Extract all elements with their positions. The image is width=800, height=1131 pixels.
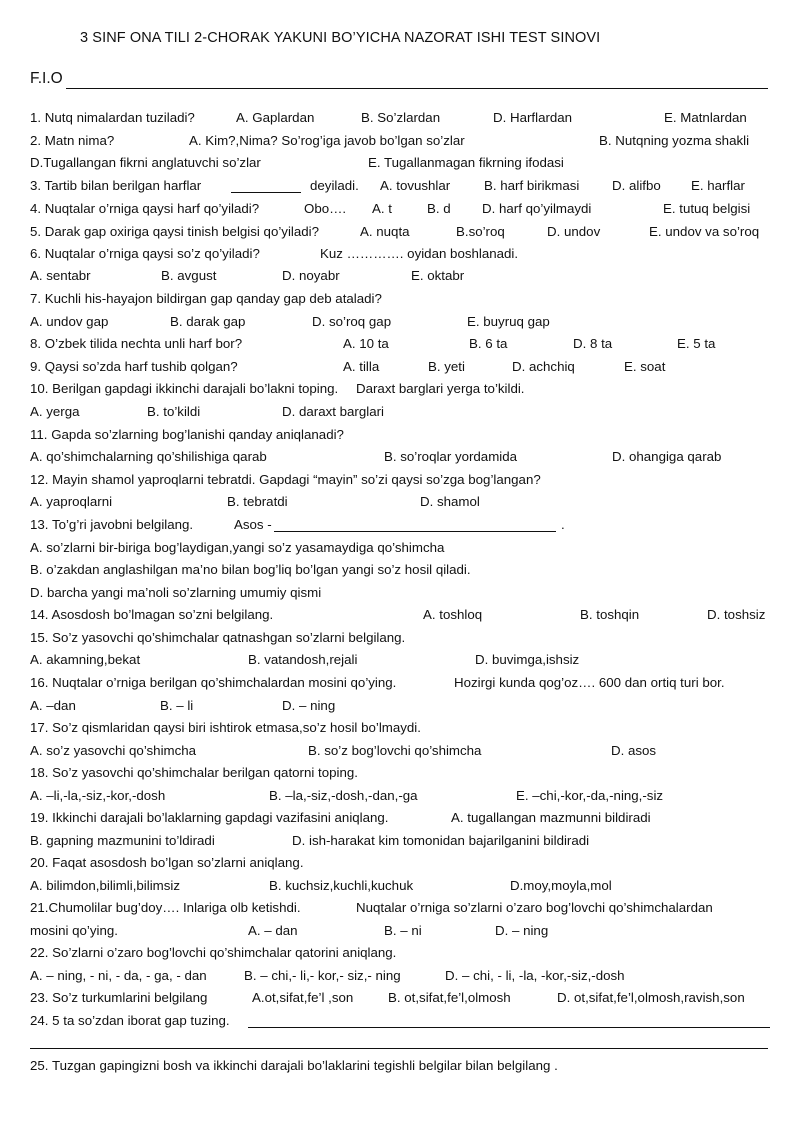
option-d[interactable]: D. noyabr: [282, 268, 340, 283]
question-text: 23. So’z turkumlarini belgilang: [30, 990, 208, 1005]
option-b[interactable]: B. avgust: [161, 268, 217, 283]
option-e[interactable]: E. tutuq belgisi: [663, 201, 751, 216]
question-text: 10. Berilgan gapdagi ikkinchi darajali bo’lakni toping.: [30, 381, 339, 396]
option-b[interactable]: B. o’zakdan anglashilgan ma’no bilan bog’liq bo’lgan yangi so’z hosil qiladi.: [30, 562, 471, 577]
question-text: 5. Darak gap oxiriga qaysi tinish belgisi qo’yiladi?: [30, 224, 319, 239]
example-text: Kuz …………. oyidan boshlanadi.: [320, 246, 519, 261]
question-text: 9. Qaysi so’zda harf tushib qolgan?: [30, 359, 238, 374]
fio-row: [30, 70, 768, 92]
option-b[interactable]: B.so’roq: [456, 224, 505, 239]
option-a[interactable]: A. so’z yasovchi qo’shimcha: [30, 743, 197, 758]
option-b[interactable]: B. – ni: [384, 923, 422, 938]
option-d[interactable]: D. – chi, - li, -la, -kor,-siz,-dosh: [445, 968, 625, 983]
option-a[interactable]: A. Kim?,Nima? So’rog’iga javob bo’lgan so’zlar: [189, 133, 465, 148]
option-d[interactable]: D. ot,sifat,fe’l,olmosh,ravish,son: [557, 990, 745, 1005]
question-text: 22. So’zlarni o’zaro bog’lovchi qo’shimchalar qatorini aniqlang.: [30, 945, 397, 960]
option-a[interactable]: A. t: [372, 201, 392, 216]
question-24: [30, 1011, 770, 1031]
option-a[interactable]: A. yerga: [30, 404, 80, 419]
option-b[interactable]: B. vatandosh,rejali: [248, 652, 358, 667]
option-a[interactable]: A. bilimdon,bilimli,bilimsiz: [30, 878, 180, 893]
option-a[interactable]: A. yaproqlarni: [30, 494, 113, 509]
option-a[interactable]: A. – dan: [248, 923, 298, 938]
answer-line[interactable]: [30, 1048, 768, 1049]
example-text: Daraxt barglari yerga to’kildi.: [356, 381, 525, 396]
option-e[interactable]: E. oktabr: [411, 268, 465, 283]
option-b[interactable]: B. so’z bog’lovchi qo’shimcha: [308, 743, 482, 758]
option-b[interactable]: B. tebratdi: [227, 494, 288, 509]
option-a[interactable]: A. tovushlar: [380, 178, 451, 193]
option-b[interactable]: B. d: [427, 201, 451, 216]
option-a[interactable]: A.ot,sifat,fe’l ,son: [252, 990, 354, 1005]
question-text-end: deyiladi.: [310, 178, 359, 193]
answer-blank[interactable]: [248, 1013, 770, 1028]
option-d[interactable]: D. harf qo’yilmaydi: [482, 201, 592, 216]
option-a[interactable]: A. tilla: [343, 359, 380, 374]
option-b[interactable]: B. 6 ta: [469, 336, 508, 351]
option-a[interactable]: A. –dan: [30, 698, 76, 713]
option-b[interactable]: B. Nutqning yozma shakli: [599, 133, 750, 148]
option-b[interactable]: B. – li: [160, 698, 194, 713]
question-text: 15. So’z yasovchi qo’shimchalar qatnashgan so’zlarni belgilang.: [30, 630, 406, 645]
option-d[interactable]: D. daraxt barglari: [282, 404, 384, 419]
option-e[interactable]: E. Tugallanmagan fikrning ifodasi: [368, 155, 564, 170]
option-e[interactable]: E. Matnlardan: [664, 110, 747, 125]
question-text: 25. Tuzgan gapingizni bosh va ikkinchi darajali bo’laklarini tegishli belgilar bilan belgilang .: [30, 1058, 558, 1073]
question-text: 13. To’g’ri javobni belgilang.: [30, 517, 194, 532]
option-d[interactable]: D.moy,moyla,mol: [510, 878, 612, 893]
option-d[interactable]: D. ohangiga qarab: [612, 449, 722, 464]
option-a[interactable]: A. nuqta: [360, 224, 410, 239]
question-text: 6. Nuqtalar o’rniga qaysi so’z qo’yiladi?: [30, 246, 260, 261]
question-text: 21.Chumolilar bug’doy…. Inlariga olb ketishdi.: [30, 900, 301, 915]
example-text: Nuqtalar o’rniga so’zlarni o’zaro bog’lovchi qo’shimchalardan: [356, 900, 713, 915]
question-text: 2. Matn nima?: [30, 133, 115, 148]
option-b[interactable]: B. – chi,- li,- kor,- siz,- ning: [244, 968, 401, 983]
question-text-cont: mosini qo’ying.: [30, 923, 118, 938]
option-b[interactable]: B. yeti: [428, 359, 465, 374]
question-text: 12. Mayin shamol yaproqlarni tebratdi. Gapdagi “mayin” so’zi qaysi so’zga bog’langan?: [30, 472, 541, 487]
question-text: 20. Faqat asosdosh bo’lgan so’zlarni aniqlang.: [30, 855, 304, 870]
option-b[interactable]: B. ot,sifat,fe’l,olmosh: [388, 990, 511, 1005]
option-b[interactable]: B. toshqin: [580, 607, 640, 622]
question-text: 19. Ikkinchi darajali bo’laklarning gapdagi vazifasini aniqlang.: [30, 810, 389, 825]
option-d[interactable]: D. – ning: [282, 698, 336, 713]
option-d[interactable]: D. shamol: [420, 494, 480, 509]
question-text: 16. Nuqtalar o’rniga berilgan qo’shimchalardan mosini qo’ying.: [30, 675, 397, 690]
option-b[interactable]: B. kuchsiz,kuchli,kuchuk: [269, 878, 414, 893]
option-d[interactable]: D. barcha yangi ma’noli so’zlarning umumiy qismi: [30, 585, 322, 600]
option-a[interactable]: A. – ning, - ni, - da, - ga, - dan: [30, 968, 207, 983]
option-b[interactable]: B. –la,-siz,-dosh,-dan,-ga: [269, 788, 418, 803]
option-a[interactable]: A. toshloq: [423, 607, 483, 622]
option-d[interactable]: D.Tugallangan fikrni anglatuvchi so’zlar: [30, 155, 261, 170]
option-b[interactable]: B. So’zlardan: [361, 110, 441, 125]
option-a[interactable]: A. 10 ta: [343, 336, 389, 351]
option-a[interactable]: A. qo’shimchalarning qo’shilishiga qarab: [30, 449, 267, 464]
option-a[interactable]: A. sentabr: [30, 268, 91, 283]
option-b[interactable]: B. darak gap: [170, 314, 246, 329]
option-e[interactable]: E. buyruq gap: [467, 314, 550, 329]
option-b[interactable]: B. so’roqlar yordamida: [384, 449, 518, 464]
question-text: 8. O’zbek tilida nechta unli harf bor?: [30, 336, 243, 351]
question-text: 7. Kuchli his-hayajon bildirgan gap qanday gap deb ataladi?: [30, 291, 382, 306]
option-b[interactable]: B. gapning mazmunini to’ldiradi: [30, 833, 215, 848]
option-a[interactable]: A. so’zlarni bir-biriga bog’laydigan,yangi so’z yasamaydiga qo’shimcha: [30, 540, 445, 555]
example-text: Hozirgi kunda qog’oz…. 600 dan ortiq turi bor.: [454, 675, 725, 690]
option-d[interactable]: D. asos: [611, 743, 657, 758]
option-d[interactable]: D. buvimga,ishsiz: [475, 652, 580, 667]
fio-answer-line[interactable]: [66, 88, 768, 89]
option-a[interactable]: A. tugallangan mazmunni bildiradi: [451, 810, 651, 825]
option-a[interactable]: A. Gaplardan: [236, 110, 315, 125]
option-e[interactable]: E. 5 ta: [677, 336, 716, 351]
fio-label: F.I.O: [30, 70, 63, 87]
option-d[interactable]: D. achchiq: [512, 359, 575, 374]
option-d[interactable]: D. – ning: [495, 923, 549, 938]
option-b[interactable]: B. to’kildi: [147, 404, 201, 419]
option-d[interactable]: D. toshsiz: [707, 607, 766, 622]
option-b[interactable]: B. harf birikmasi: [484, 178, 580, 193]
option-e[interactable]: E. –chi,-kor,-da,-ning,-siz: [516, 788, 664, 803]
option-e[interactable]: E. soat: [624, 359, 666, 374]
option-e[interactable]: E. harflar: [691, 178, 745, 193]
example-text: Obo….: [304, 201, 347, 216]
answer-blank[interactable]: [231, 178, 301, 193]
option-d[interactable]: D. alifbo: [612, 178, 661, 193]
option-d[interactable]: D. 8 ta: [573, 336, 613, 351]
option-d[interactable]: D. Harflardan: [493, 110, 573, 125]
page-title: 3 SINF ONA TILI 2-CHORAK YAKUNI BO’YICHA NAZORAT ISHI TEST SINOVI: [80, 30, 601, 46]
option-a[interactable]: A. akamning,bekat: [30, 652, 141, 667]
question-text: 1. Nutq nimalardan tuziladi?: [30, 110, 195, 125]
question-text: 24. 5 ta so’zdan iborat gap tuzing.: [30, 1013, 230, 1028]
option-e[interactable]: E. undov va so’roq: [649, 224, 760, 239]
question-text: 17. So’z qismlaridan qaysi biri ishtirok etmasa,so’z hosil bo’lmaydi.: [30, 720, 421, 735]
answer-blank[interactable]: [274, 517, 556, 532]
question-dot: .: [561, 517, 565, 532]
question-text: 18. So’z yasovchi qo’shimchalar berilgan qatorni toping.: [30, 765, 358, 780]
question-text: 3. Tartib bilan berilgan harflar: [30, 178, 202, 193]
option-d[interactable]: D. undov: [547, 224, 601, 239]
question-text: 4. Nuqtalar o’rniga qaysi harf qo’yiladi?: [30, 201, 260, 216]
example-text: Asos -: [234, 517, 272, 532]
question-text: 14. Asosdosh bo’lmagan so’zni belgilang.: [30, 607, 274, 622]
option-d[interactable]: D. so’roq gap: [312, 314, 392, 329]
option-a[interactable]: A. undov gap: [30, 314, 109, 329]
option-d[interactable]: D. ish-harakat kim tomonidan bajarilganini bildiradi: [292, 833, 590, 848]
question-text: 11. Gapda so’zlarning bog’lanishi qanday aniqlanadi?: [30, 427, 344, 442]
option-a[interactable]: A. –li,-la,-siz,-kor,-dosh: [30, 788, 166, 803]
